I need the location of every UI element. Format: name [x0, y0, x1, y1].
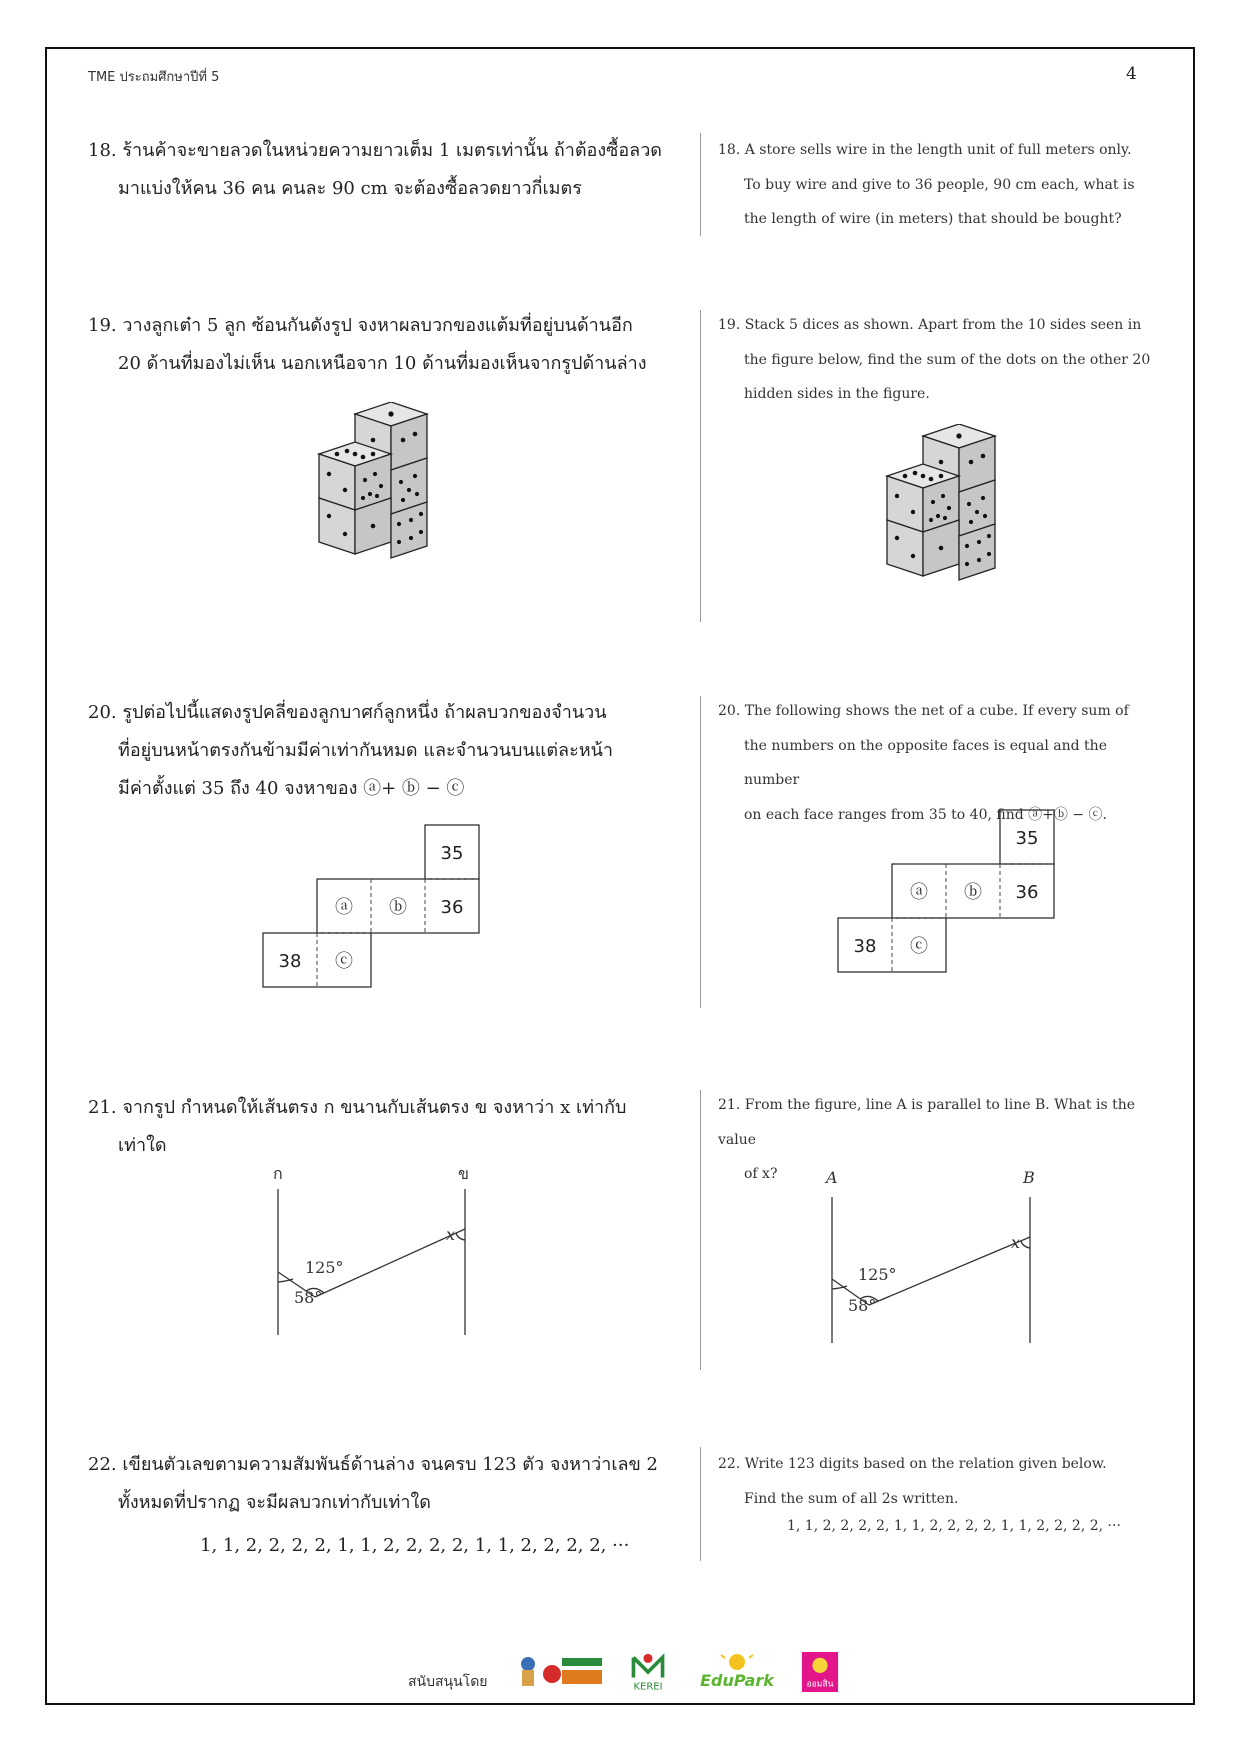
- q18-english-line3: the length of wire (in meters) that should be bought?: [744, 211, 1122, 227]
- column-divider: [700, 1090, 701, 1370]
- aomsin-logo: [801, 1652, 839, 1692]
- q21-english-line1: From the figure, line A is parallel to line B. What is the value: [718, 1097, 1136, 1148]
- net-face-right: 36: [1015, 882, 1039, 903]
- q22-thai-line2: ทั้งหมดที่ปรากฏ จะมีผลบวกเท่ากับเท่าใด: [118, 1492, 431, 1513]
- q20-english-line2: the numbers on the opposite faces is equal and the number: [744, 737, 1107, 788]
- q22-english: [718, 1447, 1158, 1516]
- net-face-b: ⓑ: [389, 897, 407, 918]
- column-divider: [700, 696, 701, 1008]
- angle-x-label: x: [1011, 1233, 1021, 1252]
- net-face-a: ⓐ: [335, 897, 353, 918]
- dice-stack-figure: [883, 424, 1003, 629]
- q22-english-line1: Write 123 digits based on the relation given below.: [744, 1456, 1107, 1472]
- aomsin-logo-text: ออมสิน: [806, 1679, 834, 1690]
- q20-thai-line1: รูปต่อไปนี้แสดงรูปคลี่ของลูกบาศก์ลูกหนึ่ง ถ้าผลบวกของจำนวน: [122, 702, 607, 723]
- q21-thai: [88, 1089, 668, 1165]
- q19-english-number: 19.: [718, 317, 741, 333]
- line-label-right: B: [1023, 1168, 1035, 1187]
- edupark-logo-text: EduPark: [700, 1671, 774, 1690]
- net-face-top: 35: [1015, 828, 1039, 849]
- q22-thai-line1: เขียนตัวเลขตามความสัมพันธ์ด้านล่าง จนครบ 123 ตัว จงหาว่าเลข 2: [122, 1454, 658, 1475]
- q22-thai-sequence: 1, 1, 2, 2, 2, 2, 1, 1, 2, 2, 2, 2, 1, 1, 2, 2, 2, 2, ···: [200, 1535, 630, 1556]
- kerei-logo: [628, 1652, 668, 1692]
- q18-english-number: 18.: [718, 142, 741, 158]
- kerei-logo-text: KEREI: [633, 1681, 663, 1692]
- q22-english-number: 22.: [718, 1456, 741, 1472]
- parallel-lines-figure: [814, 1167, 1044, 1343]
- parallel-lines-figure: [260, 1165, 480, 1341]
- q19-english-line1: Stack 5 dices as shown. Apart from the 10 sides seen in: [744, 317, 1142, 333]
- cube-net-figure: [837, 809, 1057, 973]
- net-face-c: ⓒ: [335, 951, 353, 972]
- angle-x-label: x: [446, 1225, 456, 1244]
- q18-thai-line1: ร้านค้าจะขายลวดในหน่วยความยาวเต็ม 1 เมตรเท่านั้น ถ้าต้องซื้อลวด: [122, 140, 662, 161]
- net-face-a: ⓐ: [910, 882, 928, 903]
- column-divider: [700, 310, 701, 622]
- sponsor-label: สนับสนุนโดย: [408, 1674, 488, 1690]
- q19-thai-number: 19.: [88, 315, 117, 336]
- angle-58-label: 58°: [848, 1296, 877, 1315]
- net-face-left: 38: [853, 936, 877, 957]
- line-label-right: ข: [458, 1165, 469, 1183]
- angle-125-label: 125°: [858, 1265, 897, 1284]
- q22-thai: [88, 1446, 668, 1522]
- angle-125-label: 125°: [305, 1258, 344, 1277]
- q21-thai-line2: เท่าใด: [118, 1135, 167, 1156]
- q19-english: [718, 308, 1158, 412]
- q19-english-line3: hidden sides in the figure.: [744, 386, 930, 402]
- column-divider: [700, 1447, 701, 1561]
- header-title: TME ประถมศึกษาปีที่ 5: [88, 70, 220, 85]
- line-label-left: ก: [273, 1165, 283, 1183]
- q22-english-sequence: 1, 1, 2, 2, 2, 2, 1, 1, 2, 2, 2, 2, 1, 1, 2, 2, 2, 2, ···: [787, 1518, 1121, 1534]
- q20-thai-number: 20.: [88, 702, 117, 723]
- q20-thai-line2: ที่อยู่บนหน้าตรงกันข้ามมีค่าเท่ากันหมด และจำนวนบนแต่ละหน้า: [118, 740, 614, 761]
- q20-english-number: 20.: [718, 703, 741, 719]
- q22-thai-number: 22.: [88, 1454, 117, 1475]
- q20-thai-line3: มีค่าตั้งแต่ 35 ถึง 40 จงหาของ ⓐ+ ⓑ − ⓒ: [118, 778, 465, 799]
- net-face-b: ⓑ: [964, 882, 982, 903]
- q20-thai: [88, 694, 668, 808]
- q20-english-line3: on each face ranges from 35 to 40, find ⓐ+ⓑ − ⓒ.: [744, 806, 1107, 823]
- q22-english-line2: Find the sum of all 2s written.: [744, 1490, 959, 1507]
- angle-58-label: 58°: [294, 1288, 323, 1307]
- line-label-left: A: [826, 1168, 838, 1187]
- net-face-right: 36: [440, 897, 464, 918]
- edupark-logo: [697, 1652, 777, 1692]
- q18-english-line2: To buy wire and give to 36 people, 90 cm each, what is: [744, 176, 1135, 193]
- q21-thai-line1: จากรูป กำหนดให้เส้นตรง ก ขนานกับเส้นตรง ข จงหาว่า x เท่ากับ: [122, 1097, 627, 1118]
- dice-stack-figure: [315, 402, 435, 607]
- q18-thai-line2: มาแบ่งให้คน 36 คน คนละ 90 cm จะต้องซื้อลวดยาวกี่เมตร: [118, 178, 582, 199]
- q18-thai: [88, 132, 668, 208]
- q18-english: [718, 133, 1158, 237]
- page-number: 4: [1126, 64, 1137, 84]
- q21-thai-number: 21.: [88, 1097, 117, 1118]
- q18-thai-number: 18.: [88, 140, 117, 161]
- cube-net-figure: [262, 824, 482, 988]
- q19-thai-line1: วางลูกเต๋า 5 ลูก ซ้อนกันดังรูป จงหาผลบวกของแต้มที่อยู่บนด้านอีก: [122, 315, 633, 336]
- column-divider: [700, 133, 701, 236]
- school-logo: [516, 1652, 606, 1692]
- q21-english-line2: of x?: [744, 1166, 778, 1182]
- net-face-c: ⓒ: [910, 936, 928, 957]
- q19-thai: [88, 307, 668, 383]
- q21-english-number: 21.: [718, 1097, 741, 1113]
- q19-english-line2: the figure below, find the sum of the dots on the other 20: [744, 351, 1151, 368]
- q18-english-line1: A store sells wire in the length unit of full meters only.: [744, 142, 1132, 158]
- net-face-top: 35: [440, 843, 464, 864]
- q20-english-line1: The following shows the net of a cube. If every sum of: [744, 703, 1129, 719]
- net-face-left: 38: [278, 951, 302, 972]
- q19-thai-line2: 20 ด้านที่มองไม่เห็น นอกเหนือจาก 10 ด้านที่มองเห็นจากรูปด้านล่าง: [118, 353, 647, 374]
